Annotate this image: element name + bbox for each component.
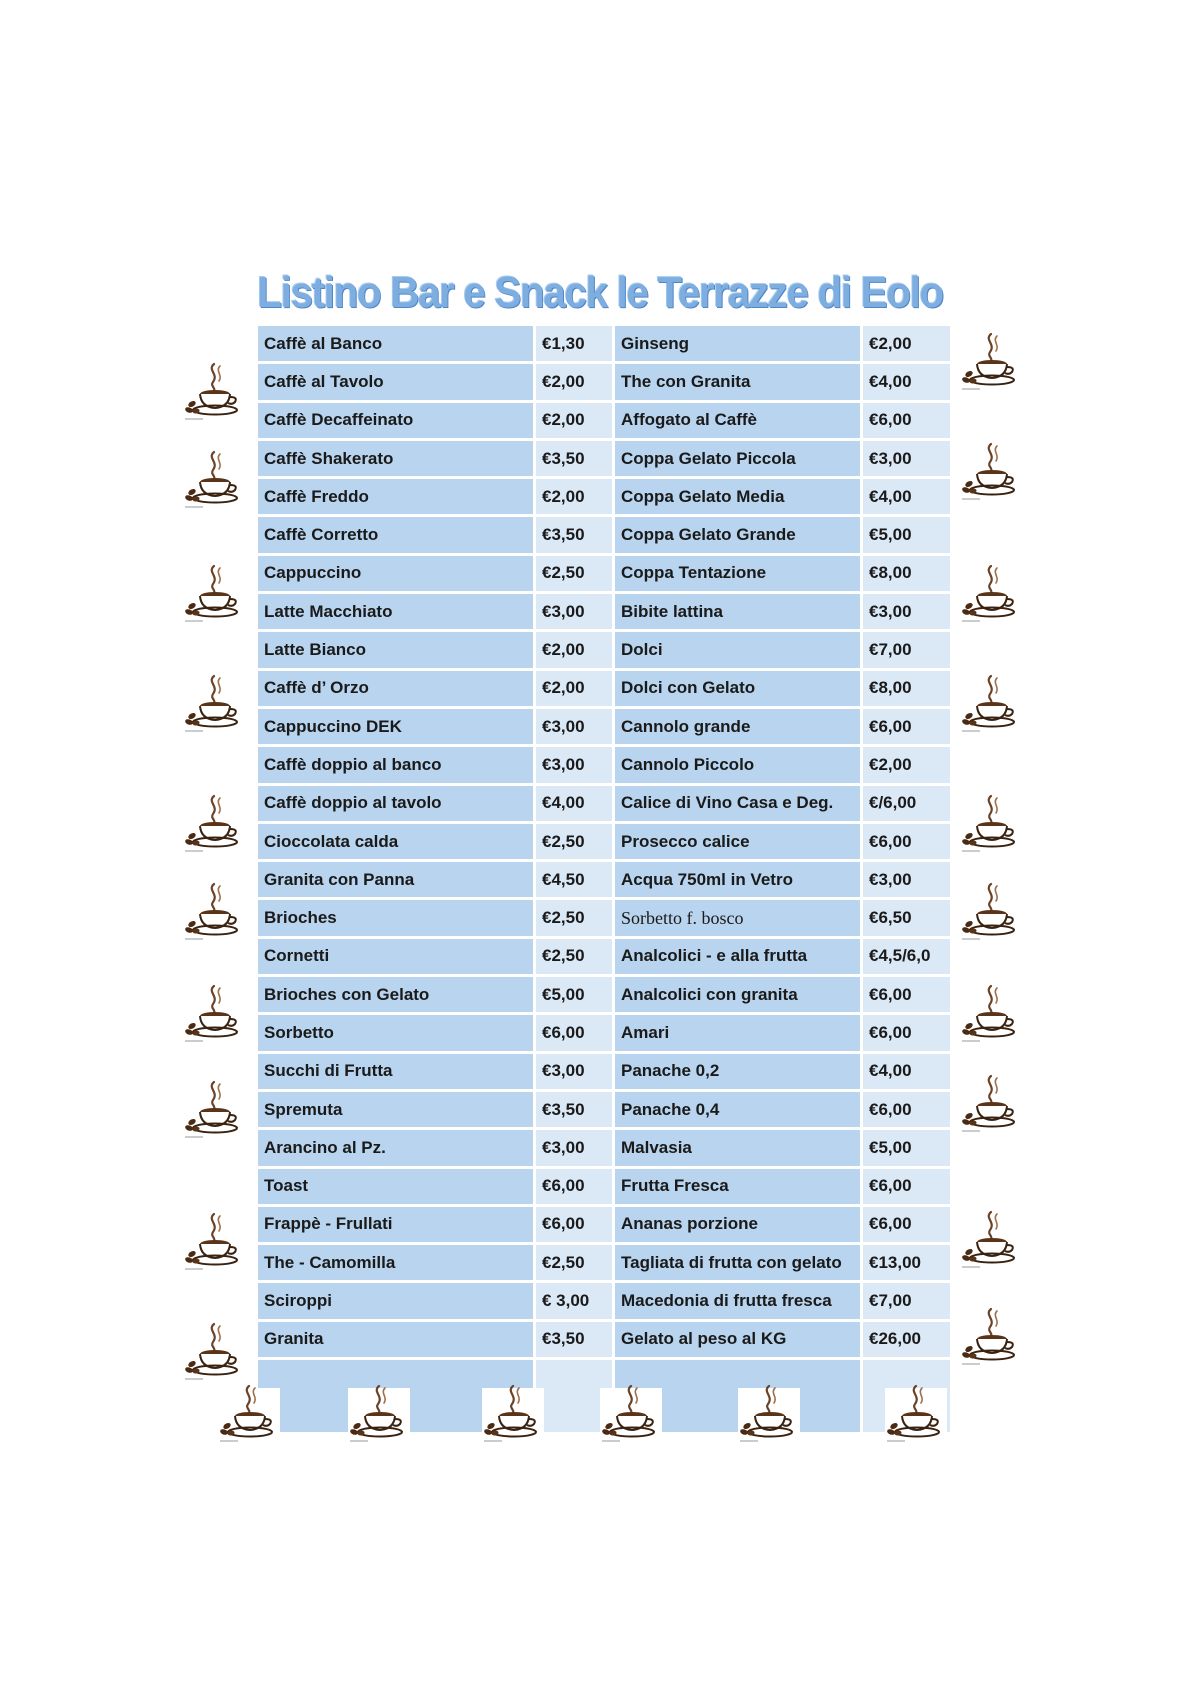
item-name: Latte Bianco [258,632,533,667]
item-name: Ginseng [615,326,860,361]
item-price: €2,00 [536,671,612,706]
item-price: €3,50 [536,517,612,552]
page-title: Listino Bar e Snack le Terrazze di Eolo [257,268,943,317]
item-price: €3,00 [536,594,612,629]
menu-row [258,1207,958,1245]
item-name: Toast [258,1169,533,1204]
item-price: €2,50 [536,939,612,974]
item-name: Frappè - Frullati [258,1207,533,1242]
menu-row [258,1015,958,1053]
item-price: €3,00 [536,1130,612,1165]
item-name: Caffè d’ Orzo [258,671,533,706]
item-price: €3,50 [536,1322,612,1357]
menu-row [258,1054,958,1092]
menu-row [258,977,958,1015]
item-price: €6,00 [863,1207,950,1242]
menu-row [258,1245,958,1283]
menu-row [258,747,958,785]
item-name: Amari [615,1015,860,1050]
menu-row [258,1322,958,1360]
coffee-cup-icon [960,562,1022,624]
item-name: Dolci [615,632,860,667]
item-name: The - Camomilla [258,1245,533,1280]
item-price: €3,00 [536,747,612,782]
item-name: Coppa Gelato Piccola [615,441,860,476]
coffee-cup-icon [348,1382,410,1444]
item-price: €3,50 [536,1092,612,1127]
item-price: €2,50 [536,1245,612,1280]
item-price: €6,00 [536,1169,612,1204]
item-price: €2,50 [536,556,612,591]
menu-row [258,1092,958,1130]
item-price: € 3,00 [536,1283,612,1318]
menu-row [258,939,958,977]
item-name: The con Granita [615,364,860,399]
menu-row [258,1130,958,1168]
item-name: Prosecco calice [615,824,860,859]
item-price: €5,00 [863,517,950,552]
item-name: Dolci con Gelato [615,671,860,706]
item-name: Succhi di Frutta [258,1054,533,1089]
coffee-cup-icon [960,1072,1022,1134]
menu-row [258,441,958,479]
item-name: Brioches con Gelato [258,977,533,1012]
item-name: Brioches [258,900,533,935]
item-price: €2,00 [863,326,950,361]
item-price: €3,00 [863,862,950,897]
item-name: Caffè al Banco [258,326,533,361]
item-price: €2,00 [536,364,612,399]
item-name: Macedonia di frutta fresca [615,1283,860,1318]
coffee-cup-icon [960,982,1022,1044]
item-name: Sorbetto [258,1015,533,1050]
item-name: Affogato al Caffè [615,403,860,438]
menu-row [258,824,958,862]
item-name: Panache 0,4 [615,1092,860,1127]
item-name: Granita con Panna [258,862,533,897]
item-price: €4,00 [863,1054,950,1089]
item-name: Caffè Decaffeinato [258,403,533,438]
coffee-cup-icon [960,792,1022,854]
item-price: €6,00 [863,709,950,744]
item-price: €2,00 [536,403,612,438]
item-name: Panache 0,2 [615,1054,860,1089]
item-price: €3,00 [863,441,950,476]
coffee-cup-icon [738,1382,800,1444]
item-price: €2,00 [536,479,612,514]
coffee-cup-icon [183,1320,245,1382]
item-name: Caffè doppio al tavolo [258,786,533,821]
menu-row [258,594,958,632]
menu-row [258,862,958,900]
item-name: Arancino al Pz. [258,1130,533,1165]
item-price: €7,00 [863,1283,950,1318]
item-price: €6,00 [863,403,950,438]
coffee-cup-icon [183,562,245,624]
item-price: €6,00 [863,1015,950,1050]
coffee-cup-icon [183,792,245,854]
item-name: Bibite lattina [615,594,860,629]
item-price: €4,00 [536,786,612,821]
coffee-cup-icon [960,672,1022,734]
coffee-cup-icon [960,1305,1022,1367]
item-name: Cappuccino [258,556,533,591]
item-name: Coppa Tentazione [615,556,860,591]
coffee-cup-icon [183,880,245,942]
item-name: Caffè al Tavolo [258,364,533,399]
item-price: €6,50 [863,900,950,935]
item-price: €6,00 [536,1207,612,1242]
item-name: Frutta Fresca [615,1169,860,1204]
item-name: Coppa Gelato Grande [615,517,860,552]
coffee-cup-icon [885,1382,947,1444]
coffee-cup-icon [183,1078,245,1140]
item-name: Sciroppi [258,1283,533,1318]
item-price: €/6,00 [863,786,950,821]
item-price: €13,00 [863,1245,950,1280]
item-name: Acqua 750ml in Vetro [615,862,860,897]
price-list [258,326,958,1398]
coffee-cup-icon [183,360,245,422]
item-price: €6,00 [536,1015,612,1050]
item-name: Granita [258,1322,533,1357]
item-name: Cioccolata calda [258,824,533,859]
menu-row [258,900,958,938]
menu-row [258,517,958,555]
item-name: Cannolo grande [615,709,860,744]
item-price: €2,00 [536,632,612,667]
item-name: Caffè Freddo [258,479,533,514]
item-price: €7,00 [863,632,950,667]
item-price: €4,5/6,0 [863,939,950,974]
coffee-cup-icon [600,1382,662,1444]
item-name: Calice di Vino Casa e Deg. [615,786,860,821]
item-name: Coppa Gelato Media [615,479,860,514]
coffee-cup-icon [960,330,1022,392]
item-price: €5,00 [863,1130,950,1165]
item-price: €4,50 [536,862,612,897]
coffee-cup-icon [218,1382,280,1444]
menu-row [258,1169,958,1207]
menu-row [258,671,958,709]
item-price: €26,00 [863,1322,950,1357]
coffee-cup-icon [183,1210,245,1272]
item-price: €6,00 [863,977,950,1012]
item-price: €2,50 [536,900,612,935]
item-name: Caffè doppio al banco [258,747,533,782]
menu-row [258,709,958,747]
item-price: €2,50 [536,824,612,859]
item-price: €2,00 [863,747,950,782]
coffee-cup-icon [183,982,245,1044]
coffee-cup-icon [960,440,1022,502]
menu-row [258,326,958,364]
item-name: Ananas porzione [615,1207,860,1242]
menu-row [258,403,958,441]
item-price: €8,00 [863,671,950,706]
item-name: Spremuta [258,1092,533,1127]
item-name: Cappuccino DEK [258,709,533,744]
menu-row [258,1283,958,1321]
coffee-cup-icon [960,880,1022,942]
item-price: €8,00 [863,556,950,591]
menu-row [258,632,958,670]
menu-row [258,479,958,517]
item-name: Analcolici con granita [615,977,860,1012]
item-name: Latte Macchiato [258,594,533,629]
coffee-cup-icon [183,672,245,734]
coffee-cup-icon [960,1208,1022,1270]
item-price: €3,00 [863,594,950,629]
item-price: €1,30 [536,326,612,361]
item-price: €6,00 [863,1092,950,1127]
item-price: €4,00 [863,364,950,399]
menu-row [258,556,958,594]
item-price: €3,00 [536,1054,612,1089]
item-name: Caffè Corretto [258,517,533,552]
item-name: Cornetti [258,939,533,974]
item-name: Sorbetto f. bosco [615,900,860,935]
item-name: Gelato al peso al KG [615,1322,860,1357]
item-price: €3,50 [536,441,612,476]
item-name: Cannolo Piccolo [615,747,860,782]
item-name: Analcolici - e alla frutta [615,939,860,974]
item-name: Tagliata di frutta con gelato [615,1245,860,1280]
item-name: Malvasia [615,1130,860,1165]
item-price: €6,00 [863,1169,950,1204]
coffee-cup-icon [183,448,245,510]
item-price: €6,00 [863,824,950,859]
item-name: Caffè Shakerato [258,441,533,476]
item-price: €5,00 [536,977,612,1012]
item-price: €3,00 [536,709,612,744]
menu-row [258,786,958,824]
item-price: €4,00 [863,479,950,514]
menu-row [258,364,958,402]
coffee-cup-icon [482,1382,544,1444]
